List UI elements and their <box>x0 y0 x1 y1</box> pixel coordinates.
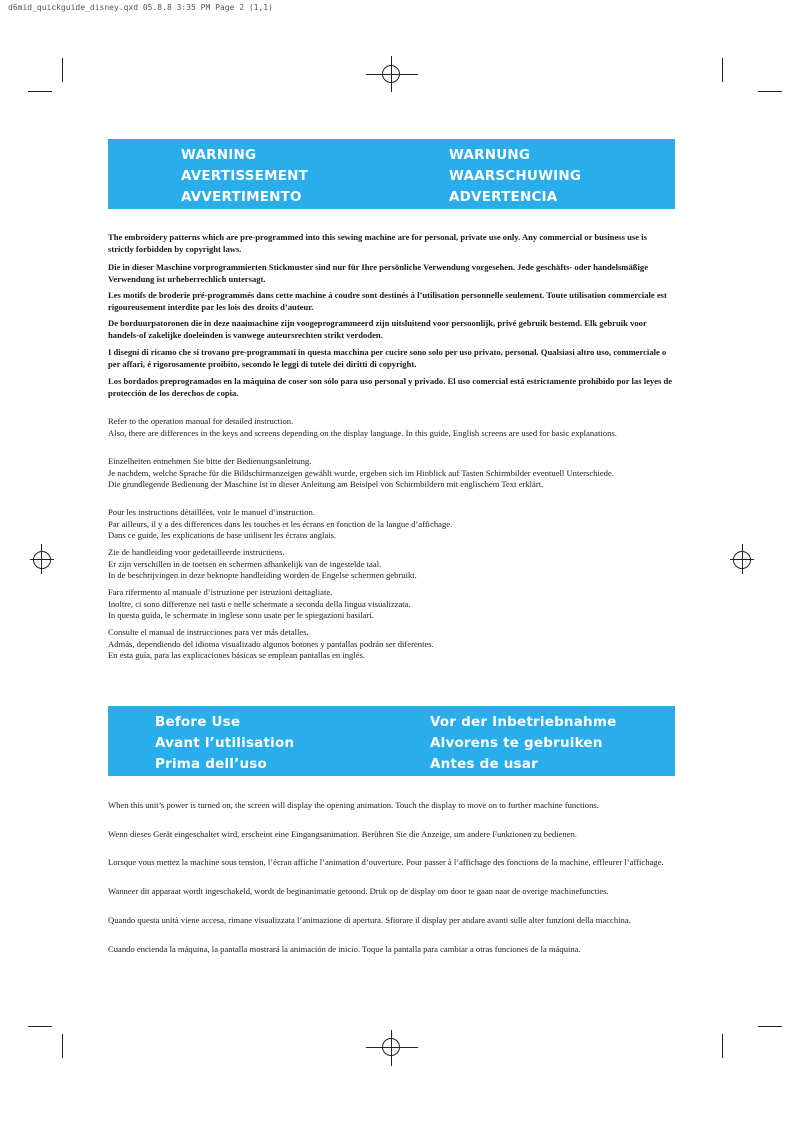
instruction-text-it: Fara rifermento al manuale d’istruzione per istruzioni dettagliate. Inoltre, ci sono differenze nei tasti e nelle schermate a seconda della lingua visualizzata. In questa guida, le schermate in inglese sono usate per le spiegazioni basilari. <box>108 587 411 620</box>
warning-heading-nl: WAARSCHUWING <box>449 168 582 184</box>
before-use-text-es: Cuando encienda la máquina, la pantalla mostrará la animación de inicio. Toque la pantalla para cambiar a otras funciones de la máquina. <box>108 944 581 954</box>
before-use-heading-it: Prima dell’uso <box>155 756 267 772</box>
warning-text-de: Die in dieser Maschine vorprogrammierten Stickmuster sind nur für Ihre persönliche Verwendung vorgesehen. Jede geschäfts- oder handelsmäßige Verwendung ist urheberrechlich untersagt. <box>108 262 649 284</box>
warning-heading-de: WARNUNG <box>449 147 531 163</box>
instruction-text-es: Consulte el manual de instrucciones para ver más detalles. Admás, dependiendo del idioma visualizado algunos botones y pantallas podrán ser diferentes. En esta guía, para las explicaciones básicas se emplean pantallas en inglés. <box>108 627 434 660</box>
print-slug: d6mid_quickguide_disney.qxd 05.8.8 3:35 PM Page 2 (1,1) <box>8 3 273 12</box>
before-use-heading-fr: Avant l’utilisation <box>155 735 295 751</box>
warning-heading-fr: AVERTISSEMENT <box>181 168 309 184</box>
instruction-text-nl: Zie de handleiding voor gedetailleerde instructiens. Er zijn verschillen in de toetsen en schermen afhankelijk van de ingestelde taal. In de beschrijvingen in deze beknopte handleiding worden de Engelse schermen gebruikt. <box>108 547 417 580</box>
before-use-text-fr: Lorsque vous mettez la machine sous tension, l’écran affiche l’animation d’ouverture. Pour passer à l’affichage des fonctions de la machine, effleurer l’affichage. <box>108 857 664 867</box>
before-use-text-en: When this unit’s power is turned on, the screen will display the opening animation. Touch the display to move on to further machine functions. <box>108 800 599 810</box>
warning-text-es: Los bordados preprogramados en la máquina de coser son sólo para uso personal y privado. El uso comercial está estrictamente prohibido por las leyes de protección de los derechos de copia. <box>108 376 673 398</box>
warning-text-fr: Les motifs de broderie pré-programmés dans cette machine á coudre sont destinés á l’utilisation personnelle seulement. Toute utilisation commerciale est rigoureusement interdite par les lois des droits d’auteur. <box>108 290 667 312</box>
before-use-heading-es: Antes de usar <box>430 756 538 772</box>
before-use-banner <box>108 706 675 776</box>
warning-banner-right-column <box>449 145 581 208</box>
before-use-heading-de: Vor der Inbetriebnahme <box>430 714 617 730</box>
before-use-heading-en: Before Use <box>155 714 241 730</box>
warning-heading-it: AVVERTIMENTO <box>181 189 302 205</box>
instruction-text-de: Einzelheiten entnehmen Sie bitte der Bedienungsanleitung. Je nachdem, welche Sprache für die Bildschirmanzeigen gewählt wurde, ergeben sich im Hinblick auf Tasten Schirmbilder eventuell Unterschiede. Die grundlegende Bedienung der Maschine ist in dieser Anleitung am Beisipel von Schirmbildern mit englischem Text erklärt. <box>108 456 614 489</box>
warning-banner-left-column <box>181 145 308 208</box>
before-use-text-nl: Wanneer dit apparaat wordt ingeschakeld, wordt de beginanimatie getoond. Druk op de display om door te gaan naar de overige machinefuncties. <box>108 886 609 896</box>
warning-text-en: The embroidery patterns which are pre-programmed into this sewing machine are for personal, private use only. Any commercial or business use is strictly forbidden by copyright laws. <box>108 232 647 254</box>
instruction-text-fr: Pour les instructions détaillées, voir le manuel d’instruction. Par ailleurs, il y a des differences dans les touches et les écrans en fonction de la langue d’affichage. Dans ce guide, les explications de base utilisent les écrans anglais. <box>108 507 453 540</box>
before-use-banner-right-column <box>430 712 617 775</box>
warning-text-it: I disegni di ricamo che si trovano pre-programmati in questa macchina per cucire sono solo per uso privato, personal. Qualsiasi altro uso, commerciale o per affari, é rigorosamente proibito, secondo le leggi di tutele dei diritti di copyright. <box>108 347 667 369</box>
warning-heading-es: ADVERTENCIA <box>449 189 558 205</box>
instruction-text-en: Refer to the operation manual for detailed instruction. Also, there are differences in the keys and screens depending on the display language. In this guide, English screens are used for basic explanations. <box>108 416 617 438</box>
warning-text-nl: De borduurpatoronen die in deze naaimachine zijn voogeprogrammeerd zijn uitsluitend voor persoonlijk, privé gebruik bestemd. Elk gebruik voor handels-of zakelijke doeleinden is vanwege auteursrechten strikt verdoden. <box>108 318 647 340</box>
before-use-text-it: Quando questa unità viene accesa, rimane visualizzata l’animazione di apertura. Sfiorare il display per andare avanti sulle alter funzioni della macchina. <box>108 915 631 925</box>
before-use-banner-left-column <box>155 712 294 775</box>
warning-banner <box>108 139 675 209</box>
before-use-text-de: Wenn dieses Gerät eingeschaltet wird, erscheint eine Eingangsanimation. Berühren Sie die Anzeige, um andere Funktionen zu bedienen. <box>108 829 577 839</box>
warning-heading-en: WARNING <box>181 147 257 163</box>
before-use-heading-nl: Alvorens te gebruiken <box>430 735 603 751</box>
